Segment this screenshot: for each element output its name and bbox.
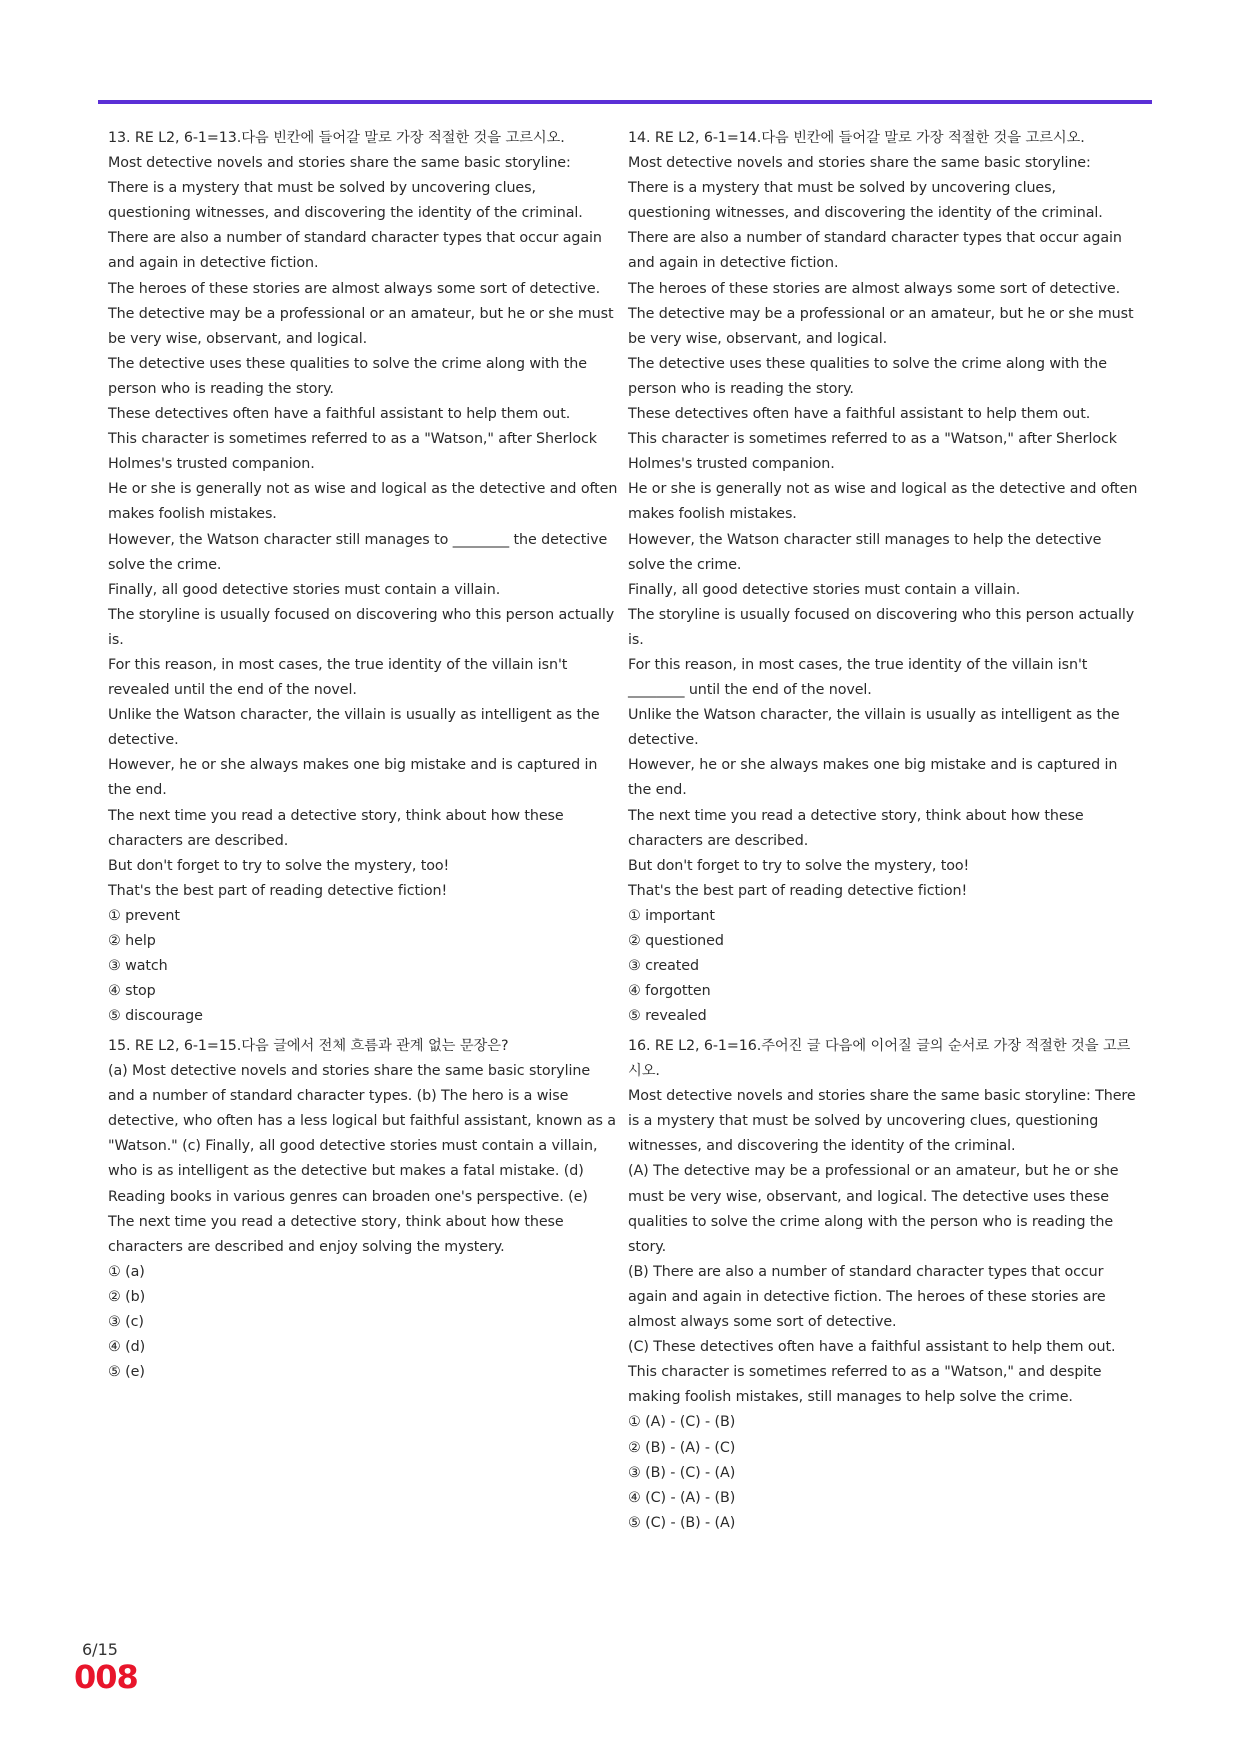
passage-line: Most detective novels and stories share the same basic storyline: There is a mystery that must be solved by uncovering clues, questioning witnesses, and discovering the identity of the criminal. bbox=[628, 1088, 1136, 1155]
passage-line: There are also a number of standard character types that occur again and again in detective fiction. bbox=[628, 230, 1122, 272]
question-header: 16. RE L2, 6-1=16.주어진 글 다음에 이어질 글의 순서로 가장 적절한 것을 고르시오. bbox=[628, 1038, 1131, 1080]
passage-line: Most detective novels and stories share the same basic storyline: bbox=[628, 155, 1091, 172]
document-code: 008 bbox=[74, 1658, 138, 1696]
passage-line: These detectives often have a faithful assistant to help them out. bbox=[628, 406, 1091, 423]
passage-line: However, the Watson character still manages to help the detective solve the crime. bbox=[628, 531, 1102, 573]
passage-line: These detectives often have a faithful assistant to help them out. bbox=[108, 406, 571, 423]
passage-line: The next time you read a detective story, think about how these characters are described. bbox=[628, 807, 1084, 849]
answer-option: ② (b) bbox=[108, 1288, 146, 1305]
answer-option: ③ created bbox=[628, 958, 699, 975]
passage-line: For this reason, in most cases, the true identity of the villain isn't ________ until the end of the novel. bbox=[628, 656, 1088, 699]
passage bbox=[628, 1084, 1138, 1410]
passage-line: Unlike the Watson character, the villain is usually as intelligent as the detective. bbox=[108, 707, 600, 749]
question-14 bbox=[628, 126, 1138, 1029]
question-13 bbox=[108, 126, 618, 1029]
answer-option: ④ stop bbox=[108, 983, 156, 1000]
passage-line: There are also a number of standard character types that occur again and again in detective fiction. bbox=[108, 230, 602, 272]
question-header: 15. RE L2, 6-1=15.다음 글에서 전체 흐름과 관계 없는 문장은? bbox=[108, 1038, 509, 1054]
passage-line: But don't forget to try to solve the mystery, too! bbox=[628, 857, 970, 874]
passage-line: (a) Most detective novels and stories share the same basic storyline and a number of standard character types. (b) The hero is a wise detective, who often has a less logical but faithful assistant, known as a "Watson." (c) Finally, all good detective stories must contain a villain, who is as intelligent as the detective but makes a fatal mistake. (d) Reading books in various genres can broaden one's perspective. (e) The next time you read a detective story, think about how these characters are described and enjoy solving the mystery. bbox=[108, 1063, 616, 1255]
passage-line: This character is sometimes referred to as a "Watson," after Sherlock Holmes's trusted companion. bbox=[108, 431, 597, 473]
passage-line: However, he or she always makes one big mistake and is captured in the end. bbox=[108, 757, 598, 799]
answer-options bbox=[628, 1410, 1138, 1535]
answer-options bbox=[628, 904, 1138, 1029]
passage-line: The storyline is usually focused on discovering who this person actually is. bbox=[628, 606, 1135, 648]
passage-line: The detective may be a professional or an amateur, but he or she must be very wise, observant, and logical. bbox=[108, 305, 614, 347]
header-rule bbox=[98, 100, 1152, 104]
passage-line: There is a mystery that must be solved by uncovering clues, questioning witnesses, and discovering the identity of the criminal. bbox=[628, 180, 1103, 222]
page-number: 6/15 bbox=[82, 1640, 118, 1659]
answer-option: ③ (B) - (C) - (A) bbox=[628, 1464, 736, 1481]
passage-line: Most detective novels and stories share the same basic storyline: bbox=[108, 155, 571, 172]
passage-line: This character is sometimes referred to as a "Watson," after Sherlock Holmes's trusted companion. bbox=[628, 431, 1117, 473]
answer-option: ① important bbox=[628, 907, 715, 924]
answer-options bbox=[108, 904, 618, 1029]
passage-line: That's the best part of reading detective fiction! bbox=[108, 882, 448, 899]
answer-option: ② help bbox=[108, 933, 156, 949]
answer-option: ⑤ revealed bbox=[628, 1008, 707, 1025]
passage-line: The heroes of these stories are almost always some sort of detective. bbox=[628, 280, 1121, 297]
answer-option: ⑤ (e) bbox=[108, 1364, 145, 1381]
answer-option: ② questioned bbox=[628, 933, 724, 949]
passage-line: The detective uses these qualities to solve the crime along with the person who is reading the story. bbox=[108, 355, 587, 397]
passage-line: Unlike the Watson character, the villain is usually as intelligent as the detective. bbox=[628, 707, 1120, 749]
answer-option: ④ (C) - (A) - (B) bbox=[628, 1489, 736, 1506]
answer-option: ④ forgotten bbox=[628, 983, 711, 1000]
answer-option: ④ (d) bbox=[108, 1339, 146, 1356]
passage-line: The next time you read a detective story, think about how these characters are described. bbox=[108, 807, 564, 849]
passage-line: However, the Watson character still manages to ________ the detective solve the crime. bbox=[108, 531, 608, 573]
answer-option: ① (a) bbox=[108, 1263, 145, 1280]
passage-line: He or she is generally not as wise and logical as the detective and often makes foolish mistakes. bbox=[628, 481, 1138, 523]
passage-line: But don't forget to try to solve the mystery, too! bbox=[108, 857, 450, 874]
passage-line: (A) The detective may be a professional or an amateur, but he or she must be very wise, observant, and logical. The detective uses these qualities to solve the crime along with the person who is reading the story. bbox=[628, 1163, 1119, 1255]
question-16 bbox=[628, 1034, 1138, 1536]
passage-line: He or she is generally not as wise and logical as the detective and often makes foolish mistakes. bbox=[108, 481, 618, 523]
question-header: 14. RE L2, 6-1=14.다음 빈칸에 들어갈 말로 가장 적절한 것을 고르시오. bbox=[628, 130, 1085, 146]
answer-option: ① (A) - (C) - (B) bbox=[628, 1414, 736, 1431]
passage bbox=[108, 1059, 618, 1260]
answer-option: ③ watch bbox=[108, 958, 168, 975]
passage-line: Finally, all good detective stories must contain a villain. bbox=[628, 581, 1021, 598]
answer-option: ⑤ (C) - (B) - (A) bbox=[628, 1514, 736, 1531]
passage-line: Finally, all good detective stories must contain a villain. bbox=[108, 581, 501, 598]
passage-line: There is a mystery that must be solved by uncovering clues, questioning witnesses, and discovering the identity of the criminal. bbox=[108, 180, 583, 222]
passage bbox=[628, 151, 1138, 904]
question-header: 13. RE L2, 6-1=13.다음 빈칸에 들어갈 말로 가장 적절한 것을 고르시오. bbox=[108, 130, 565, 146]
answer-option: ⑤ discourage bbox=[108, 1008, 203, 1025]
passage-line: For this reason, in most cases, the true identity of the villain isn't revealed until the end of the novel. bbox=[108, 656, 568, 699]
passage-line: (B) There are also a number of standard character types that occur again and again in detective fiction. The heroes of these stories are almost always some sort of detective. bbox=[628, 1263, 1106, 1331]
passage-line: That's the best part of reading detective fiction! bbox=[628, 882, 968, 899]
answer-option: ② (B) - (A) - (C) bbox=[628, 1439, 736, 1456]
passage bbox=[108, 151, 618, 904]
answer-option: ① prevent bbox=[108, 907, 180, 924]
passage-line: (C) These detectives often have a faithful assistant to help them out. This character is sometimes referred to as a "Watson," and despite making foolish mistakes, still manages to help solve the crime. bbox=[628, 1339, 1116, 1406]
question-15 bbox=[108, 1034, 618, 1385]
passage-line: The storyline is usually focused on discovering who this person actually is. bbox=[108, 606, 615, 648]
passage-line: However, he or she always makes one big mistake and is captured in the end. bbox=[628, 757, 1118, 799]
answer-options bbox=[108, 1260, 618, 1385]
passage-line: The detective uses these qualities to solve the crime along with the person who is reading the story. bbox=[628, 355, 1107, 397]
answer-option: ③ (c) bbox=[108, 1314, 144, 1331]
passage-line: The detective may be a professional or an amateur, but he or she must be very wise, observant, and logical. bbox=[628, 305, 1134, 347]
passage-line: The heroes of these stories are almost always some sort of detective. bbox=[108, 280, 601, 297]
